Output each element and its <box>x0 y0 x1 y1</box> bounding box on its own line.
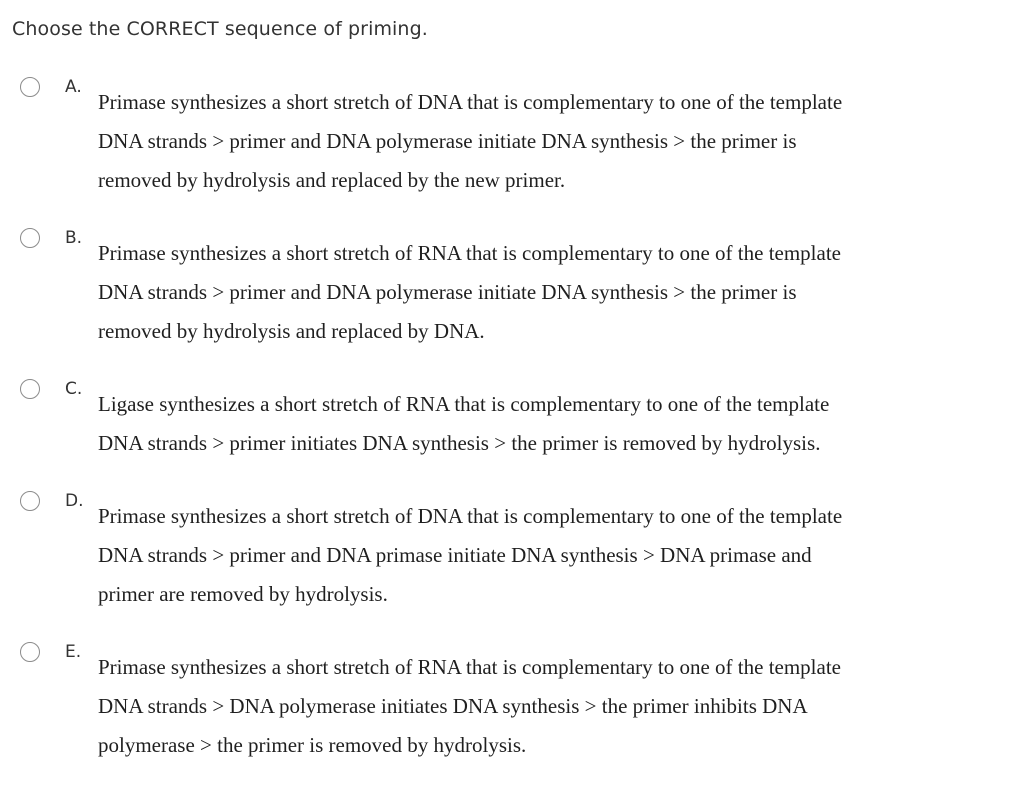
option-a-line-1: Primase synthesizes a short stretch of DNA that is complementary to one of the template <box>98 90 843 114</box>
option-e-line-2: DNA strands > DNA polymerase initiates DNA synthesis > the primer inhibits DNA <box>98 694 808 718</box>
option-b-line-2: DNA strands > primer and DNA polymerase initiate DNA synthesis > the primer is <box>98 280 797 304</box>
option-letter-b: B. <box>65 228 83 248</box>
radio-button-e[interactable] <box>20 642 40 662</box>
radio-button-b[interactable] <box>20 228 40 248</box>
option-a-line-2: DNA strands > primer and DNA polymerase initiate DNA synthesis > the primer is <box>98 129 797 153</box>
option-a-line-3: removed by hydrolysis and replaced by the new primer. <box>98 168 566 192</box>
option-text-b <box>98 234 998 351</box>
option-text-d <box>98 497 998 614</box>
option-e-line-1: Primase synthesizes a short stretch of RNA that is complementary to one of the template <box>98 655 841 679</box>
question-prompt: Choose the CORRECT sequence of priming. <box>12 18 428 40</box>
option-d-line-2: DNA strands > primer and DNA primase initiate DNA synthesis > DNA primase and <box>98 543 812 567</box>
option-letter-d: D. <box>65 491 84 511</box>
option-c-line-1: Ligase synthesizes a short stretch of RNA that is complementary to one of the template <box>98 392 830 416</box>
option-b-line-3: removed by hydrolysis and replaced by DNA. <box>98 319 485 343</box>
option-text-e <box>98 648 998 765</box>
radio-button-c[interactable] <box>20 379 40 399</box>
radio-button-a[interactable] <box>20 77 40 97</box>
option-letter-c: C. <box>65 379 83 399</box>
option-d-line-3: primer are removed by hydrolysis. <box>98 582 388 606</box>
option-e-line-3: polymerase > the primer is removed by hydrolysis. <box>98 733 527 757</box>
option-text-c <box>98 385 998 463</box>
option-letter-e: E. <box>65 642 82 662</box>
radio-button-d[interactable] <box>20 491 40 511</box>
option-b-line-1: Primase synthesizes a short stretch of RNA that is complementary to one of the template <box>98 241 841 265</box>
option-d-line-1: Primase synthesizes a short stretch of DNA that is complementary to one of the template <box>98 504 843 528</box>
option-text-a <box>98 83 998 200</box>
option-c-line-2: DNA strands > primer initiates DNA synthesis > the primer is removed by hydrolysis. <box>98 431 821 455</box>
option-letter-a: A. <box>65 77 82 97</box>
